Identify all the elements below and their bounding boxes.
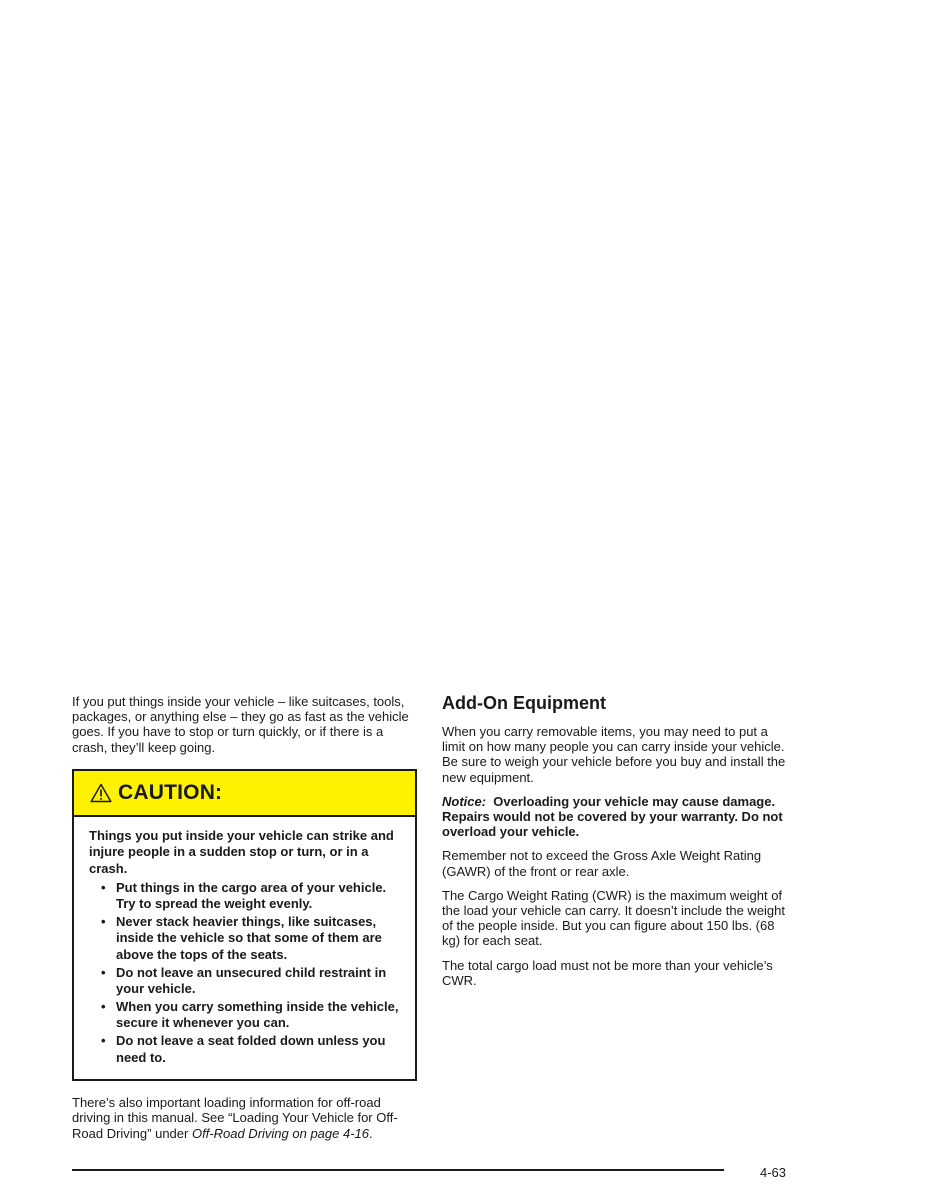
caution-intro: Things you put inside your vehicle can strike and injure people in a sudden stop or turn, or in a crash. (89, 827, 394, 876)
notice-text: Overloading your vehicle may cause damage. Repairs would not be covered by your warranty. Do not overload your vehicle. (442, 793, 783, 840)
caution-body (74, 817, 415, 1079)
gawr-paragraph: Remember not to exceed the Gross Axle Weight Rating (GAWR) of the front or rear axle. (442, 848, 762, 879)
cwr-paragraph: The Cargo Weight Rating (CWR) is the maximum weight of the load your vehicle can carry. It doesn’t include the weight of the people inside. But you can figure about 150 lbs. (68 kg) for each seat. (442, 887, 786, 949)
warning-triangle-icon (90, 783, 112, 803)
intro-paragraph: If you put things inside your vehicle – like suitcases, tools, packages, or anything else – they go as fast as the vehicle goes. If you have to stop or turn quickly, or if there is a crash, they’ll keep going. (72, 694, 409, 755)
caution-box (72, 769, 417, 1081)
caution-item: • Put things in the cargo area of your vehicle. Try to spread the weight evenly. (101, 880, 401, 913)
closing-text: There’s also important loading information for off-road driving in this manual. See “Loading Your Vehicle for Off-Road Driving” under (72, 1095, 398, 1141)
caution-item: • When you carry something inside the vehicle, secure it whenever you can. (101, 999, 401, 1032)
notice-label: Notice: (442, 793, 487, 809)
footer-rule (72, 1169, 724, 1171)
section-heading: Add-On Equipment (442, 693, 606, 713)
caution-header (74, 771, 415, 817)
page-number: 4-63 (760, 1165, 787, 1180)
left-column (72, 694, 417, 1150)
notice-paragraph (442, 794, 787, 840)
caution-item: • Do not leave an unsecured child restraint in your vehicle. (101, 965, 401, 998)
equipment-paragraph: When you carry removable items, you may need to put a limit on how many people you can carry inside your vehicle. Be sure to weigh your vehicle before you buy and install the new equipment. (442, 724, 786, 785)
right-column (442, 692, 787, 997)
page-reference-link[interactable]: Off-Road Driving on page 4-16 (191, 1125, 369, 1141)
closing-end: . (369, 1125, 373, 1141)
caution-title: CAUTION: (118, 780, 223, 804)
total-load-paragraph: The total cargo load must not be more than your vehicle’s CWR. (442, 957, 773, 988)
caution-list (89, 880, 401, 1067)
caution-item: • Do not leave a seat folded down unless you need to. (101, 1033, 401, 1066)
caution-item: • Never stack heavier things, like suitcases, inside the vehicle so that some of them are above the tops of the seats. (101, 914, 401, 964)
closing-paragraph (72, 1095, 417, 1141)
